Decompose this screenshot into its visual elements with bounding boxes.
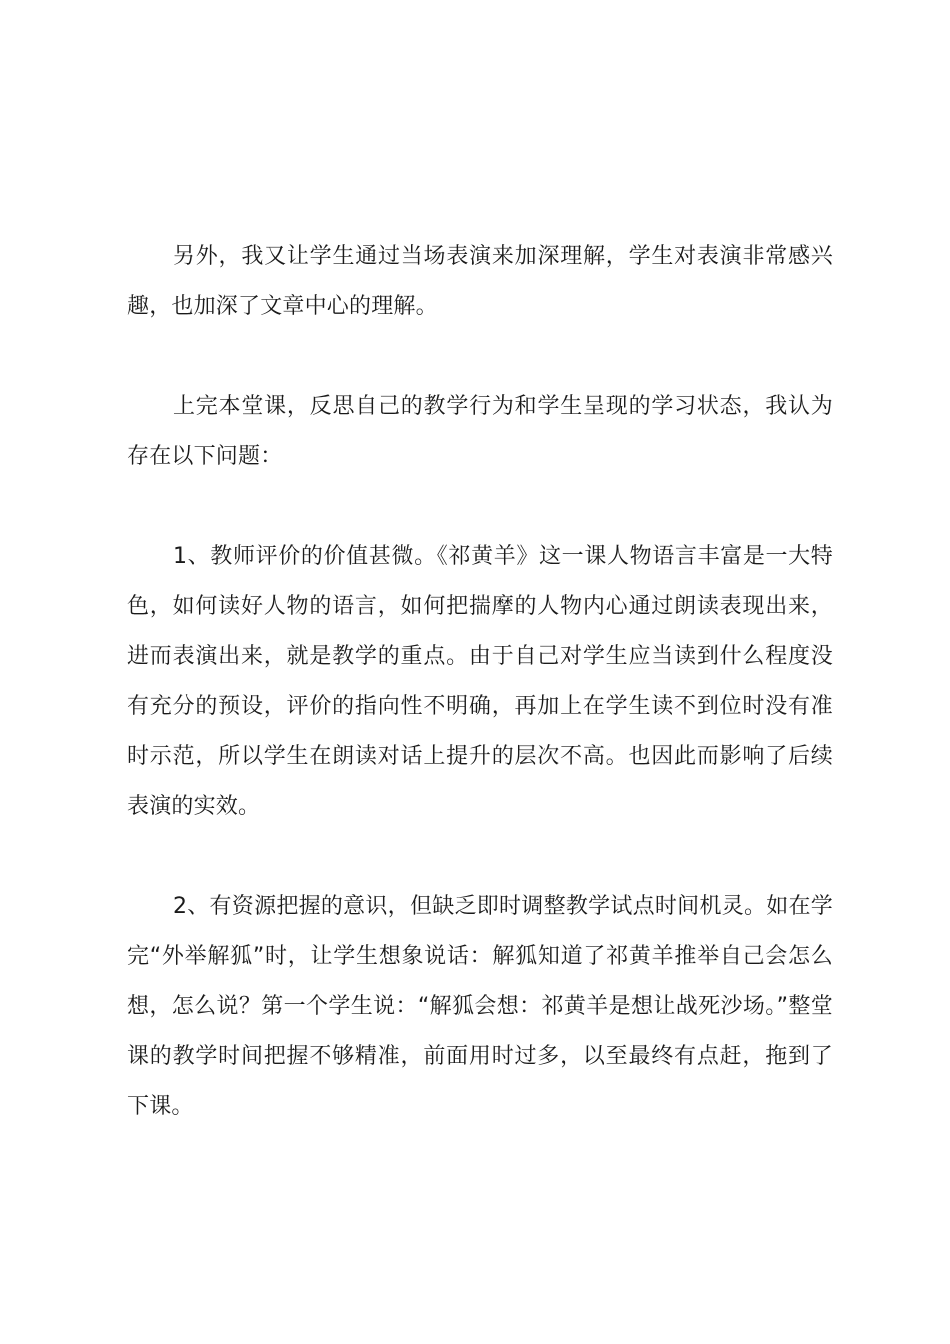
document-body: [127, 232, 833, 1132]
paragraph-problem-2: 2、有资源把握的意识，但缺乏即时调整教学试点时间机灵。如在学完“外举解狐”时，让学生想象说话：解狐知道了祁黄羊推举自己会怎么想，怎么说？第一个学生说：“解狐会想：祁黄羊是想让战死沙场。”整堂课的教学时间把握不够精准，前面用时过多，以至最终有点赶，拖到了下课。: [127, 894, 833, 1119]
paragraph-reflection-intro: 上完本堂课，反思自己的教学行为和学生呈现的学习状态，我认为存在以下问题：: [127, 394, 833, 469]
paragraph-problem-1: 1、教师评价的价值甚微。《祁黄羊》这一课人物语言丰富是一大特色，如何读好人物的语言，如何把揣摩的人物内心通过朗读表现出来，进而表演出来，就是教学的重点。由于自己对学生应当读到什么程度没有充分的预设，评价的指向性不明确，再加上在学生读不到位时没有准时示范，所以学生在朗读对话上提升的层次不高。也因此而影响了后续表演的实效。: [127, 544, 833, 819]
paragraph-performance: 另外，我又让学生通过当场表演来加深理解，学生对表演非常感兴趣，也加深了文章中心的理解。: [127, 244, 833, 319]
